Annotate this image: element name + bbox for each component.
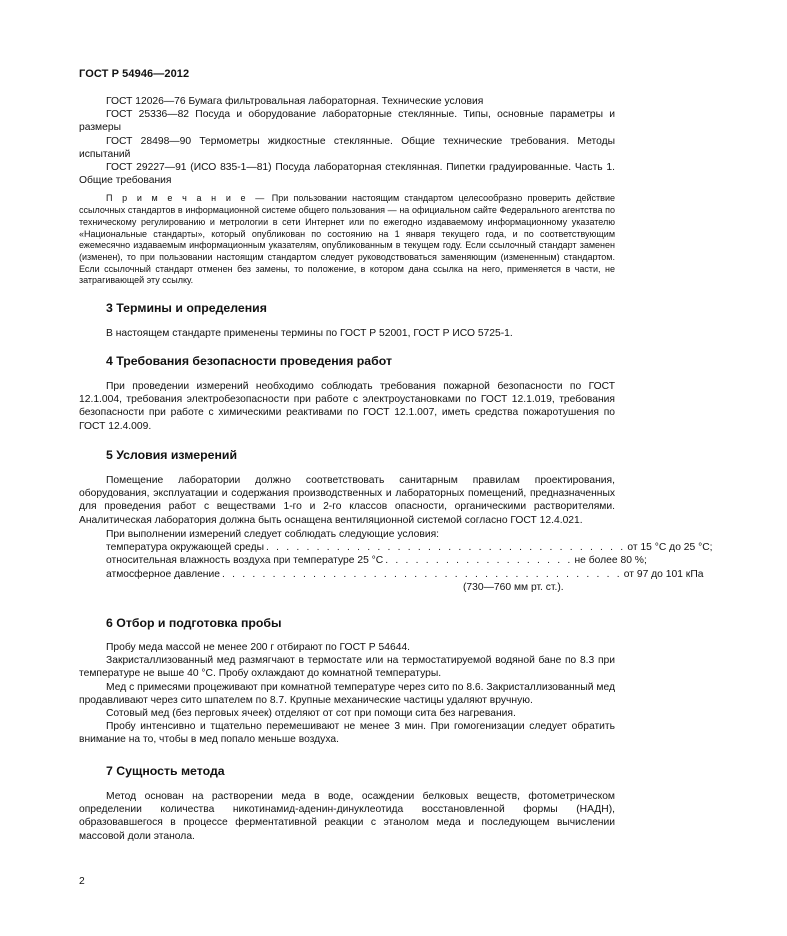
section-3-body xyxy=(79,327,615,340)
note xyxy=(79,193,615,287)
condition-spacer xyxy=(106,581,455,594)
condition-value: от 97 до 101 кПа xyxy=(623,568,704,580)
section-4-text: При проведении измерений необходимо соблюдать требования пожарной безопасности по ГОСТ 12.1.004, требования электробезопасности при работе с электроустановками по ГОСТ 12.1.019, требования безопасности при работе с химическими реактивами по ГОСТ 12.1.007, иметь средства пожаротушения по ГОСТ 12.4.009. xyxy=(79,381,615,432)
leader-dots: . . . . . . . . . . . . . . . . . . . xyxy=(385,555,573,567)
section-5-body xyxy=(79,474,615,527)
pressure-alt-value: (730—760 мм рт. ст.). xyxy=(463,581,564,593)
section-4-body xyxy=(79,380,615,433)
section-5-title: 5 Условия измерений xyxy=(106,448,238,462)
condition-label: атмосферное давление xyxy=(106,568,220,580)
section-5-text: Помещение лаборатории должно соответствовать санитарным правилам проектирования, оборудования, эксплуатации и содержания производственных и лабораторных помещений, предназначенных для проведения работ с веществами 1-го и 2-го классов опасности, органическими растворителями. Аналитическая лаборатория должна быть оснащена вентиляционной системой согласно ГОСТ 12.4.021. xyxy=(79,475,615,526)
note-text: При пользовании настоящим стандартом целесообразно проверить действие ссылочных стандартов в информационной системе общего пользования — на официальном сайте Федерального агентства по техническому регулированию и метрологии в сети Интернет или по ежегодно издаваемому информационному указателю «Национальные стандарты», который опубликован по состоянию на 1 января текущего года, и по соответствующим ежемесячно издаваемым информационным указателям, опубликованным в текущем году. Если ссылочный стандарт заменен (изменен), то при пользовании настоящим стандартом следует руководствоваться заменяющим (измененным) стандартом. Если ссылочный стандарт отменен без замены, то положение, в котором дана ссылка на него, применяется в части, не затрагивающей эту ссылку. xyxy=(79,193,615,286)
reference-item: ГОСТ 12026—76 Бумага фильтровальная лабораторная. Технические условия xyxy=(106,96,484,107)
measurement-conditions xyxy=(106,528,713,594)
reference-item: ГОСТ 29227—91 (ИСО 835-1—81) Посуда лабораторная стеклянная. Пипетки градуированные. Часть 1. Общие требования xyxy=(79,162,615,187)
reference-list xyxy=(79,95,615,187)
section-3-title: 3 Термины и определения xyxy=(106,301,267,315)
section-7-body xyxy=(79,790,615,843)
condition-row xyxy=(106,581,615,594)
leader-dots: . . . . . . . . . . . . . . . . . . . . . . . . . . . . . . . . . . . . xyxy=(266,542,626,554)
condition-row xyxy=(106,541,713,554)
section-7-title: 7 Сущность метода xyxy=(106,764,225,778)
section-6-paragraph: Пробу меда массой не менее 200 г отбирают по ГОСТ Р 54644. xyxy=(106,642,411,653)
section-6-paragraph: Пробу интенсивно и тщательно перемешивают не менее 3 мин. При гомогенизации следует обратить внимание на то, чтобы в мед попало меньше воздуха. xyxy=(79,721,615,746)
section-6-paragraph: Закристаллизованный мед размягчают в термостате или на термостатируемой водяной бане по 8.3 при температуре не выше 40 °С. Пробу охлаждают до комнатной температуры. xyxy=(79,655,615,680)
condition-value: не более 80 %; xyxy=(574,555,647,567)
conditions-intro xyxy=(106,528,615,541)
reference-item: ГОСТ 28498—90 Термометры жидкостные стеклянные. Общие технические требования. Методы испытаний xyxy=(79,135,615,160)
page-number: 2 xyxy=(79,876,85,887)
section-6-body xyxy=(79,641,615,747)
condition-value: от 15 °С до 25 °С; xyxy=(627,542,713,554)
section-3-text: В настоящем стандарте применены термины по ГОСТ Р 52001, ГОСТ Р ИСО 5725-1. xyxy=(106,328,513,339)
section-6-paragraph: Сотовый мед (без перговых ячеек) отделяют от сот при помощи сита без нагревания. xyxy=(106,708,516,720)
section-4-title: 4 Требования безопасности проведения работ xyxy=(106,354,392,368)
condition-label: температура окружающей среды xyxy=(106,542,265,554)
section-6-paragraph: Мед с примесями процеживают при комнатной температуре через сито по 8.6. Закристаллизованный мед продавливают через сито шпателем по 8.7. Крупные механические частицы удаляют вручную. xyxy=(79,681,615,706)
section-6-title: 6 Отбор и подготовка пробы xyxy=(106,616,282,630)
conditions-intro-text: При выполнении измерений следует соблюдать следующие условия: xyxy=(106,529,440,540)
normative-references xyxy=(79,95,615,287)
standard-header: ГОСТ Р 54946—2012 xyxy=(79,68,190,80)
note-label: П р и м е ч а н и е — xyxy=(106,193,267,204)
condition-row xyxy=(106,568,704,581)
condition-row xyxy=(106,554,647,567)
reference-item: ГОСТ 25336—82 Посуда и оборудование лабораторные стеклянные. Типы, основные параметры и размеры xyxy=(79,109,615,134)
condition-label: относительная влажность воздуха при температуре 25 °С xyxy=(106,555,384,567)
section-7-text: Метод основан на растворении меда в воде, осаждении белковых веществ, фотометрическом определении количества никотинамид-аденин-динуклеотида восстановленной формы (НАДН), образовавшегося в процессе ферментативной реакции с этанолом меда и последующем вычислении массовой доли этанола. xyxy=(79,791,615,842)
leader-dots: . . . . . . . . . . . . . . . . . . . . . . . . . . . . . . . . . . . . . . . . xyxy=(221,568,622,580)
